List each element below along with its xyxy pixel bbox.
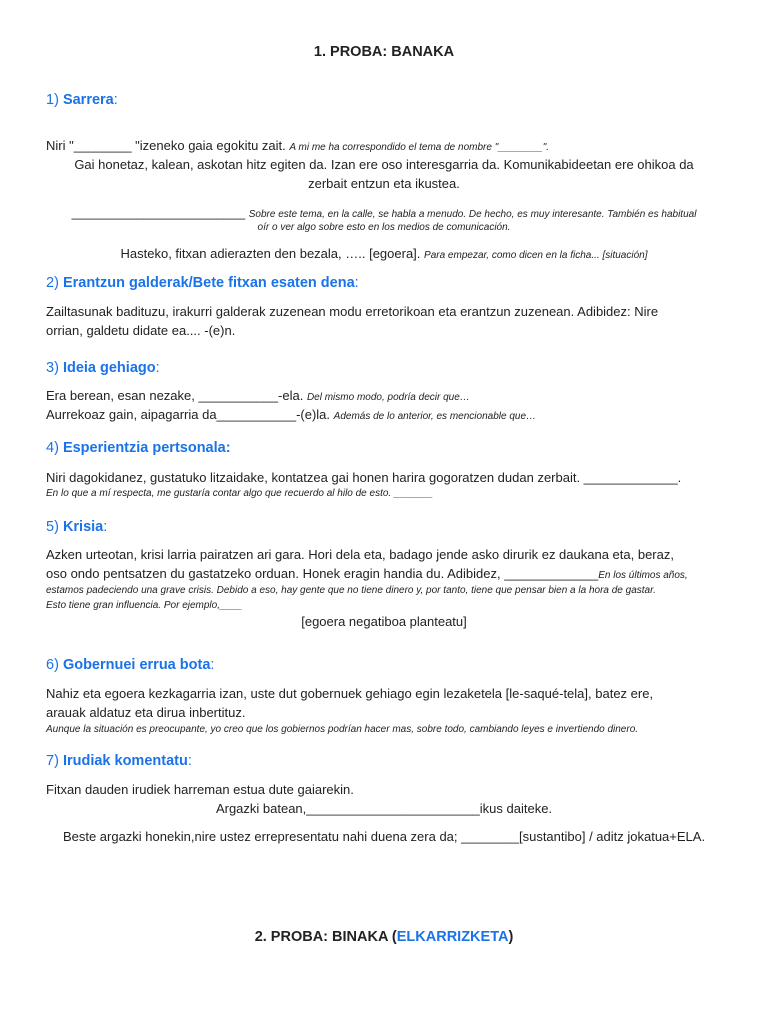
paragraph-line	[0, 205, 768, 220]
basque-text: Aurrekoaz gain, aipagarria da___________-(e)la.	[46, 407, 331, 422]
section-heading-erantzun	[46, 275, 359, 291]
spanish-translation: Aunque la situación es preocupante, yo creo que los gobiernos podrían hacer mas, sobre todo, cambiando leyes e invertiendo dinero.	[46, 724, 639, 735]
section-colon: :	[103, 519, 108, 535]
section-colon: :	[187, 753, 192, 769]
page-title: 1. PROBA: BANAKA	[313, 44, 455, 60]
section-label: Krisia	[62, 519, 104, 535]
section-number: 5)	[46, 519, 59, 535]
spanish-translation: Del mismo modo, podría decir que…	[306, 392, 470, 403]
section-colon: :	[113, 92, 118, 108]
spanish-translation: Además de lo anterior, es mencionable que…	[333, 411, 536, 422]
section-colon: :	[354, 275, 359, 291]
basque-text: Hasteko, fitxan adierazten den bezala, ….. [egoera].	[120, 246, 421, 261]
paragraph-line: Beste argazki honekin,nire ustez errepresentatu nahi duena zera da; ________[sustantibo] / aditz jokatua+ELA.	[62, 829, 706, 844]
section-label: Sarrera	[62, 92, 114, 108]
basque-text: Era berean, esan nezake, ___________-ela.	[46, 388, 304, 403]
paragraph-line: Fitxan dauden irudiek harreman estua dute gaiarekin.	[46, 782, 354, 797]
title-suffix: )	[508, 929, 514, 945]
section-heading-irudiak	[46, 753, 192, 769]
paragraph-line: Zailtasunak badituzu, irakurri galderak zuzenean modu erretorikoan eta erantzun zuzenean. Adibidez: Nire	[46, 304, 659, 319]
spanish-translation: En los últimos años,	[598, 570, 688, 581]
spanish-translation: oír o ver algo sobre esto en los medios de comunicación.	[257, 222, 511, 233]
paragraph-line: Gai honetaz, kalean, askotan hitz egiten da. Izan ere oso interesgarria da. Komunikabideetan ere ohikoa da	[74, 157, 694, 172]
spanish-translation: En lo que a mí respecta, me gustaría contar algo que recuerdo al hilo de esto. _______	[46, 488, 433, 499]
paragraph-line	[46, 566, 688, 581]
section-label: Erantzun galderak/Bete fitxan esaten dena	[62, 275, 355, 291]
section-heading-sarrera	[46, 92, 118, 108]
spanish-translation: estamos padeciendo una grave crisis. Debido a eso, hay gente que no tiene dinero y, por tanto, tiene que pensar bien a la hora de gastar.	[46, 585, 656, 596]
section-label: Ideia gehiago	[62, 360, 156, 376]
paragraph-line: arauak aldatuz eta dirua inbertituz.	[46, 705, 246, 720]
section-number: 3)	[46, 360, 59, 376]
section-colon: :	[210, 657, 215, 673]
basque-text: Niri "________ "izeneko gaia egokitu zait.	[46, 138, 286, 153]
section-heading-krisia	[46, 519, 107, 535]
paragraph-line	[46, 407, 536, 422]
section-label: Esperientzia pertsonala:	[62, 440, 231, 456]
title-prefix: 2. PROBA: BINAKA (	[254, 929, 397, 945]
spanish-translation: Para empezar, como dicen en la ficha... [situación]	[424, 250, 648, 261]
section-heading-esperientzia	[46, 440, 231, 456]
paragraph-line	[46, 138, 549, 153]
section-number: 7)	[46, 753, 59, 769]
section-label: Irudiak komentatu	[62, 753, 188, 769]
blank-line: ________________________	[71, 205, 246, 220]
spanish-translation: A mi me ha correspondido el tema de nombre "________".	[289, 142, 550, 153]
paragraph-line: [egoera negatiboa planteatu]	[301, 614, 467, 629]
section-title-2	[0, 929, 768, 945]
paragraph-line	[46, 388, 470, 403]
basque-text: oso ondo pentsatzen du gastatzeko orduan. Honek eragin handia du. Adibidez, _____________	[46, 566, 599, 581]
paragraph-line: Nahiz eta egoera kezkagarria izan, uste dut gobernuek gehiago egin lezaketela [le-saqué-tela], batez ere,	[46, 686, 654, 701]
section-colon: :	[155, 360, 160, 376]
title-accent: ELKARRIZKETA	[396, 929, 509, 945]
spanish-translation: Sobre este tema, en la calle, se habla a menudo. De hecho, es muy interesante. También es habitual	[248, 209, 697, 220]
paragraph-line: orrian, galdetu didate ea.... -(e)n.	[46, 323, 236, 338]
spanish-translation: Esto tiene gran influencia. Por ejemplo,____	[46, 600, 243, 611]
paragraph-line: Niri dagokidanez, gustatuko litzaidake, kontatzea gai honen harira gogoratzen dudan zerbait. _____________.	[46, 470, 682, 485]
section-heading-gobernuei	[46, 657, 214, 673]
section-number: 1)	[46, 92, 59, 108]
paragraph-line: zerbait entzun eta ikustea.	[308, 176, 460, 191]
paragraph-line	[0, 246, 768, 261]
section-number: 4)	[46, 440, 59, 456]
section-number: 2)	[46, 275, 59, 291]
section-number: 6)	[46, 657, 59, 673]
section-label: Gobernuei errua bota	[62, 657, 211, 673]
section-heading-ideia	[46, 360, 160, 376]
paragraph-line: Azken urteotan, krisi larria pairatzen ari gara. Hori dela eta, badago jende asko dirurik ez daukana eta, beraz,	[46, 547, 674, 562]
paragraph-line: Argazki batean,________________________ikus daiteke.	[215, 801, 553, 816]
